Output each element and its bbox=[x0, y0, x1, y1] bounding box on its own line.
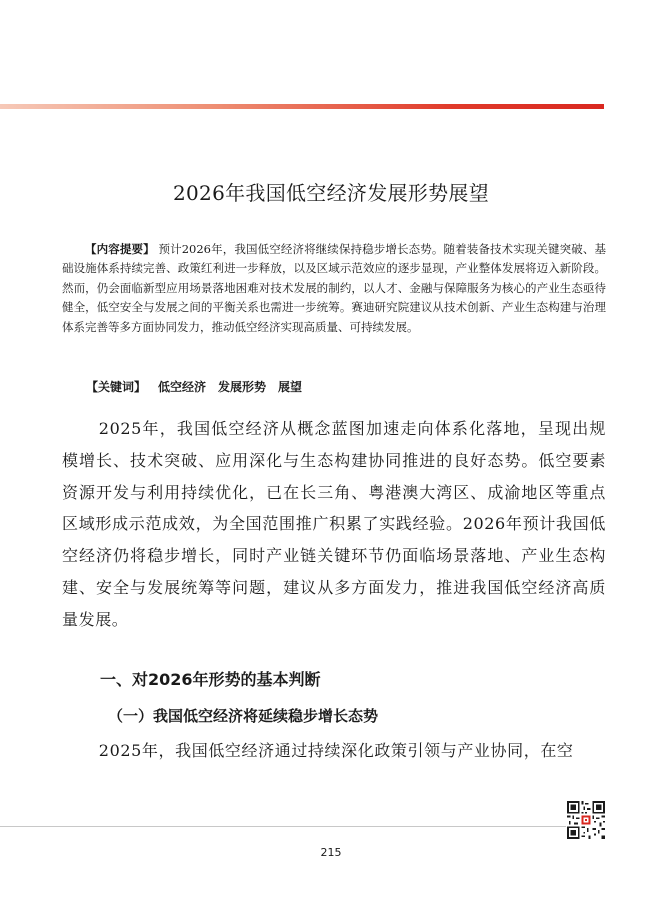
keyword: 发展形势 bbox=[218, 380, 267, 394]
intro-paragraph: 2025年，我国低空经济从概念蓝图加速走向体系化落地，呈现出规模增长、技术突破、应用深化与生态构建协同推进的良好态势。低空要素资源开发与利用持续优化，已在长三角、粤港澳大湾区、成渝地区等重点区域形成示范成效，为全国范围推广积累了实践经验。2026年预计我国低空经济仍将稳步增长，同时产业链关键环节仍面临场景落地、产业生态构建、安全与发展统筹等问题，建议从多方面发力，推进我国低空经济高质量发展。 bbox=[62, 419, 606, 629]
abstract bbox=[62, 240, 606, 337]
keyword: 展望 bbox=[278, 380, 303, 394]
abstract-label: 【内容提要】 bbox=[85, 242, 155, 256]
subsection-heading: （一）我国低空经济将延续稳步增长态势 bbox=[108, 707, 379, 725]
keyword: 低空经济 bbox=[158, 380, 207, 394]
qr-code-icon bbox=[567, 801, 605, 839]
header-accent-rule bbox=[0, 104, 604, 109]
page-number: 215 bbox=[320, 846, 342, 859]
section-heading: 一、对2026年形势的基本判断 bbox=[100, 670, 321, 689]
footer-rule bbox=[0, 826, 566, 827]
keywords-label: 【关键词】 bbox=[86, 380, 147, 394]
section-paragraph: 2025年，我国低空经济通过持续深化政策引领与产业协同，在空 bbox=[98, 741, 574, 760]
abstract-text: 预计2026年，我国低空经济将继续保持稳步增长态势。随着装备技术实现关键突破、基础设施体系持续完善、政策红利进一步释放，以及区域示范效应的逐步显现，产业整体发展将迈入新阶段。然而，仍会面临新型应用场景落地困难对技术发展的制约，以人才、金融与保障服务为核心的产业生态亟待健全，低空安全与发展之间的平衡关系也需进一步统筹。赛迪研究院建议从技术创新、产业生态构建与治理体系完善等多方面协同发力，推动低空经济实现高质量、可持续发展。 bbox=[62, 242, 607, 334]
keywords bbox=[62, 378, 606, 395]
article-title: 2026年我国低空经济发展形势展望 bbox=[173, 181, 489, 205]
